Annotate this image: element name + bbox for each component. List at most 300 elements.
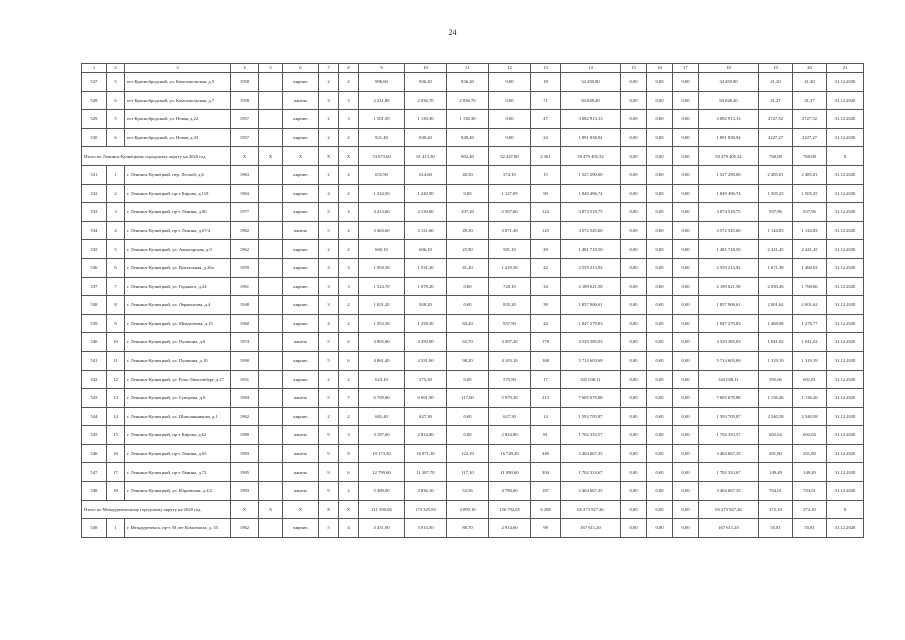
table-cell: 0,00	[673, 389, 699, 408]
table-cell: 9	[319, 444, 339, 463]
table-cell: 538	[82, 296, 107, 315]
table-cell: 1963	[231, 184, 259, 203]
table-cell: 31.12.2020	[827, 426, 864, 445]
table-cell: панель	[283, 444, 319, 463]
table-cell: 5 714 603,69	[699, 351, 759, 370]
table-cell	[259, 277, 283, 296]
table-cell: 0,00	[673, 370, 699, 389]
table-cell: 528	[82, 91, 107, 110]
table-cell: 84 048,40	[699, 91, 759, 110]
table-cell: 2	[319, 240, 339, 259]
table-cell: 1 334,50	[359, 184, 405, 203]
table-cell: 6	[107, 258, 125, 277]
table-cell: 39	[531, 296, 561, 315]
table-cell: 0,00	[673, 128, 699, 147]
table-cell: 535	[82, 240, 107, 259]
table-row	[82, 184, 864, 203]
table-cell: 1 768,66	[793, 277, 827, 296]
table-cell: 1962	[231, 407, 259, 426]
column-header: 9	[359, 64, 405, 73]
table-cell: кирпич	[283, 128, 319, 147]
table-cell: 2227,27	[793, 128, 827, 147]
table-cell: 53,56	[447, 482, 489, 501]
table-row	[82, 165, 864, 184]
table-cell: 536	[82, 258, 107, 277]
table-cell: 543	[82, 389, 107, 408]
table-cell: 213	[531, 389, 561, 408]
table-cell: 15	[531, 165, 561, 184]
table-cell: 31.12.2020	[827, 91, 864, 110]
table-cell: 549	[82, 519, 107, 538]
table-cell: 9	[319, 463, 339, 482]
table-cell: 2	[339, 370, 359, 389]
table-cell: 0,00	[673, 240, 699, 259]
table-cell: 24	[531, 128, 561, 147]
table-cell: X	[827, 500, 864, 519]
table-cell: 1 505,25	[793, 184, 827, 203]
table-row	[82, 314, 864, 333]
table-cell: 1 041,02	[793, 333, 827, 352]
table-cell: 1 130,30	[405, 110, 447, 129]
address-cell: г. Ленинск-Кузнецкий, ул. Пушкина, д.6	[125, 333, 231, 352]
table-cell: X	[231, 500, 259, 519]
table-cell: 31.12.2020	[827, 221, 864, 240]
table-cell: 84,20	[447, 314, 489, 333]
table-cell: 1 041,02	[759, 333, 793, 352]
table-cell: 5	[107, 110, 125, 129]
table-cell: 0,00	[447, 184, 489, 203]
table-cell: 4 331,90	[405, 351, 447, 370]
table-cell: 4 861,40	[359, 351, 405, 370]
table-cell: 0,00	[647, 463, 673, 482]
address-cell: пгт Краснобродский, ул. Новая, д.43	[125, 128, 231, 147]
table-cell: 4 130,80	[405, 203, 447, 222]
table-cell: 2727,52	[759, 110, 793, 129]
table-cell: 201,80	[759, 444, 793, 463]
subtotal-row	[82, 500, 864, 519]
table-cell: 928,20	[405, 296, 447, 315]
table-cell: 1 501,50	[359, 110, 405, 129]
table-cell: 0,00	[647, 351, 673, 370]
table-cell: 3 082 913,13	[699, 110, 759, 129]
table-cell: 6 691,90	[405, 389, 447, 408]
table-cell: 3 121,60	[405, 221, 447, 240]
table-cell: 345 038,11	[561, 370, 621, 389]
table-cell: 0,00	[621, 370, 647, 389]
table-cell: 61 413,30	[405, 147, 447, 166]
table-cell: кирпич	[283, 407, 319, 426]
table-cell: 65 273 927,26	[561, 500, 621, 519]
table-cell: X	[319, 500, 339, 519]
table-cell: 6	[107, 91, 125, 110]
table-cell: 71	[531, 91, 561, 110]
table-cell: кирпич	[283, 277, 319, 296]
table-cell: 31.12.2020	[827, 333, 864, 352]
column-header: 13	[531, 64, 561, 73]
table-cell: 31.12.2020	[827, 240, 864, 259]
table-cell: 122,10	[447, 444, 489, 463]
table-cell: 0,00	[647, 184, 673, 203]
table-cell: 0,00	[621, 482, 647, 501]
table-cell: 3 071,30	[489, 221, 531, 240]
table-cell	[259, 184, 283, 203]
table-cell	[259, 519, 283, 538]
table-cell: 31.12.2020	[827, 444, 864, 463]
table-cell: 1 904,50	[359, 258, 405, 277]
table-cell: 1 891 838,94	[561, 128, 621, 147]
table-cell: 65 273 927,26	[699, 500, 759, 519]
table-cell: 0,00	[647, 277, 673, 296]
table-cell: 836,20	[405, 73, 447, 92]
table-cell	[259, 110, 283, 129]
table-cell: 3 404 667,35	[561, 482, 621, 501]
table-cell: 3 404 667,35	[561, 444, 621, 463]
table-cell: 1977	[231, 203, 259, 222]
table-cell: 1 419,50	[489, 258, 531, 277]
address-cell: г. Ленинск-Кузнецкий, пр-т Ленина, д.72	[125, 463, 231, 482]
table-cell: 4	[319, 314, 339, 333]
table-cell: 1 051,20	[359, 296, 405, 315]
table-cell: 1 847 279,83	[561, 314, 621, 333]
table-cell: 937,96	[793, 203, 827, 222]
table-cell: 167 611,20	[699, 519, 759, 538]
table-row	[82, 444, 864, 463]
table-cell: 704,01	[793, 482, 827, 501]
table-cell: 149,49	[793, 463, 827, 482]
table-cell: 12 799,60	[359, 463, 405, 482]
table-cell: 9	[319, 482, 339, 501]
table-cell: 31.12.2020	[827, 482, 864, 501]
table-cell: 3 404 667,35	[699, 444, 759, 463]
address-cell: г. Ленинск-Кузнецкий, пр-т Ленина, д.80	[125, 203, 231, 222]
table-cell: 1974	[231, 333, 259, 352]
table-cell: 1 593 705,87	[561, 407, 621, 426]
table-row	[82, 519, 864, 538]
table-row	[82, 221, 864, 240]
table-cell: 41,20	[793, 73, 827, 92]
table-cell: 575,30	[405, 370, 447, 389]
table-cell: 4 413,60	[359, 203, 405, 222]
table-cell: 0,00	[621, 314, 647, 333]
table-cell: 5	[107, 240, 125, 259]
header-row	[82, 64, 864, 73]
table-cell: 9	[339, 444, 359, 463]
table-cell: 0,00	[621, 128, 647, 147]
table-cell: 31.12.2020	[827, 128, 864, 147]
table-cell	[259, 296, 283, 315]
table-cell: 996,60	[359, 73, 405, 92]
table-cell: 40,50	[447, 165, 489, 184]
table-cell	[259, 203, 283, 222]
table-cell: 681,40	[359, 407, 405, 426]
table-cell: 2 441,45	[793, 240, 827, 259]
table-cell: 4 099,10	[447, 500, 489, 519]
table-cell: 0,00	[621, 240, 647, 259]
table-cell	[259, 73, 283, 92]
table-cell: 5 979,30	[489, 389, 531, 408]
table-cell: 1 527 290,00	[561, 165, 621, 184]
table-row	[82, 482, 864, 501]
table-cell	[259, 333, 283, 352]
table-cell: 2	[339, 128, 359, 147]
address-cell: пгт Краснобродский, ул. Новая, д.22	[125, 110, 231, 129]
table-cell: 2 824,80	[489, 426, 531, 445]
table-cell: 760,08	[793, 147, 827, 166]
table-cell: 0,00	[647, 165, 673, 184]
column-header: 2	[107, 64, 125, 73]
table-cell: X	[827, 147, 864, 166]
table-cell: 623,10	[359, 370, 405, 389]
table-cell: 5	[319, 221, 339, 240]
table-cell: 81	[531, 426, 561, 445]
table-cell: 595,66	[759, 370, 793, 389]
table-cell: 0,00	[673, 277, 699, 296]
table-cell: X	[259, 147, 283, 166]
table-cell: 4 350,90	[405, 333, 447, 352]
table-cell: 6 298	[531, 500, 561, 519]
table-cell: 575,90	[489, 370, 531, 389]
table-cell: кирпич	[283, 519, 319, 538]
table-row	[82, 91, 864, 110]
table-cell: 3 874 518,75	[699, 203, 759, 222]
address-cell: г. Ленинск-Кузнецкий, ул. Розы Люксембург, д.27	[125, 370, 231, 389]
table-cell: 0,00	[621, 333, 647, 352]
table-cell: 5	[319, 333, 339, 352]
table-cell: 0,00	[621, 258, 647, 277]
table-cell: 1 671,38	[759, 258, 793, 277]
table-cell: 4 529 385,03	[561, 333, 621, 352]
table-cell: 2 441,45	[759, 240, 793, 259]
table-cell: 74 673,60	[359, 147, 405, 166]
table-cell: 2	[319, 165, 339, 184]
column-header: 16	[647, 64, 673, 73]
table-cell: 541	[82, 351, 107, 370]
address-cell: г. Ленинск-Кузнецкий, ул. Авиаторская, д.9	[125, 240, 231, 259]
table-cell: 1948	[231, 296, 259, 315]
table-cell: 529	[82, 110, 107, 129]
table-cell: 2 036,70	[405, 91, 447, 110]
column-header: 10	[405, 64, 447, 73]
table-cell: 98	[531, 519, 561, 538]
table-cell: 4 307,20	[489, 333, 531, 352]
table-cell: панель	[283, 426, 319, 445]
table-cell: 2	[339, 296, 359, 315]
address-cell: г. Ленинск-Кузнецкий, пр-т Ленина, д.67/4	[125, 221, 231, 240]
table-cell: 4	[339, 221, 359, 240]
table-cell: 1 144,83	[793, 221, 827, 240]
address-cell: пгт Краснобродский, ул. Комсомольская, д.5	[125, 73, 231, 92]
table-cell: 0,00	[447, 426, 489, 445]
table-cell: 50 479 405,32	[561, 147, 621, 166]
table-cell: 4 836,10	[405, 482, 447, 501]
column-header: 18	[699, 64, 759, 73]
table-cell: 31.12.2020	[827, 314, 864, 333]
table-cell: 11	[107, 351, 125, 370]
table-cell: 0,00	[673, 147, 699, 166]
address-cell: г. Ленинск-Кузнецкий, ул. Пушкина, д.10	[125, 351, 231, 370]
table-cell: 1980	[231, 426, 259, 445]
table-cell: 1959	[231, 258, 259, 277]
table-cell: 0,00	[621, 91, 647, 110]
table-cell: 31.12.2020	[827, 258, 864, 277]
table-cell: X	[283, 500, 319, 519]
table-cell: 49,30	[447, 221, 489, 240]
table-cell: 0,00	[647, 500, 673, 519]
table-cell: 1 702 333,57	[699, 426, 759, 445]
table-cell: 0,00	[489, 73, 531, 92]
table-cell: 655,90	[359, 165, 405, 184]
table-cell: 527	[82, 73, 107, 92]
table-cell: 6	[339, 333, 359, 352]
table-cell: кирпич	[283, 351, 319, 370]
table-row	[82, 258, 864, 277]
table-cell: 720,10	[489, 277, 531, 296]
table-cell: 2	[107, 184, 125, 203]
address-cell: г. Ленинск-Кузнецкий, пр-т Ленина, д.65	[125, 444, 231, 463]
table-cell: 581,10	[489, 240, 531, 259]
table-cell: 3	[339, 258, 359, 277]
table-cell: 3 572 545,60	[561, 221, 621, 240]
table-cell: 50 479 405,32	[699, 147, 759, 166]
column-header: 7	[319, 64, 339, 73]
table-cell: панель	[283, 221, 319, 240]
table-cell: 31.12.2020	[827, 73, 864, 92]
table-cell: 31.12.2020	[827, 351, 864, 370]
table-cell: 0,00	[447, 407, 489, 426]
table-cell: 55,81	[759, 519, 793, 538]
table-cell: кирпич	[283, 314, 319, 333]
table-cell: 0,00	[647, 314, 673, 333]
table-cell: 2 485,01	[793, 165, 827, 184]
table-cell: 0,00	[647, 240, 673, 259]
table-cell: 0,00	[489, 110, 531, 129]
table-cell: 149,49	[759, 463, 793, 482]
table-cell: 123	[531, 221, 561, 240]
table-cell: 41,20	[759, 73, 793, 92]
table-cell: 4 103,10	[489, 351, 531, 370]
table-cell: 2	[319, 370, 339, 389]
table-cell: 937,90	[489, 314, 531, 333]
table-cell	[259, 314, 283, 333]
table-cell: панель	[283, 482, 319, 501]
table-cell: 34	[531, 277, 561, 296]
table-cell: 3	[319, 296, 339, 315]
column-header: 14	[561, 64, 621, 73]
address-cell: г. Ленинск-Кузнецкий, ул. Вокзальная, д.26а	[125, 258, 231, 277]
table-cell: кирпич	[283, 73, 319, 92]
table-cell: 539	[82, 314, 107, 333]
table-cell: 0,00	[673, 165, 699, 184]
table-cell: 11 387,70	[405, 463, 447, 482]
table-cell: 55,81	[793, 519, 827, 538]
table-cell: 1995	[231, 463, 259, 482]
table-cell: 1993	[231, 482, 259, 501]
table-row	[82, 110, 864, 129]
table-cell: 1 468,08	[759, 314, 793, 333]
table-cell: 0,00	[647, 296, 673, 315]
table-cell: 1 849 496,74	[699, 184, 759, 203]
table-cell: 15	[107, 426, 125, 445]
table-cell: 372,10	[793, 500, 827, 519]
table-cell: 2	[319, 128, 339, 147]
table-cell: 1 319,19	[759, 351, 793, 370]
table-cell: кирпич	[283, 110, 319, 129]
table-cell: 545	[82, 426, 107, 445]
table-cell: 1 849 496,74	[561, 184, 621, 203]
table-cell: 178	[531, 333, 561, 352]
table-cell: 0,00	[647, 91, 673, 110]
table-cell: 0,00	[621, 407, 647, 426]
table-cell: 2 824,80	[405, 426, 447, 445]
table-cell: 835,20	[489, 296, 531, 315]
table-cell: 117,10	[447, 463, 489, 482]
table-cell: 63,70	[447, 333, 489, 352]
table-cell: 0,00	[621, 184, 647, 203]
table-cell: 0,00	[647, 389, 673, 408]
table-cell: 0,00	[621, 426, 647, 445]
address-cell: г. Ленинск-Кузнецкий, ул. Суворова, д.6	[125, 389, 231, 408]
table-cell: 44	[531, 314, 561, 333]
table-cell: 1960	[231, 314, 259, 333]
table-row	[82, 407, 864, 426]
table-cell: 0,00	[673, 296, 699, 315]
table-cell: 2	[339, 240, 359, 259]
table-cell: 187	[531, 482, 561, 501]
table-cell: 0,00	[621, 165, 647, 184]
table-cell: 7 605 678,88	[699, 389, 759, 408]
table-cell: 2	[339, 165, 359, 184]
table-cell: 2227,27	[759, 128, 793, 147]
subtotal-row	[82, 147, 864, 166]
table-cell: 1 857 906,61	[561, 296, 621, 315]
table-row	[82, 277, 864, 296]
table-cell: 2 914,60	[489, 519, 531, 538]
table-cell: 3	[107, 203, 125, 222]
table-cell: 1 136,26	[759, 389, 793, 408]
table-cell: панель	[283, 389, 319, 408]
table-cell: 31.12.2020	[827, 277, 864, 296]
table-cell: 2 559 213,92	[561, 258, 621, 277]
table-cell: 2 211,80	[359, 91, 405, 110]
table-cell: 548	[82, 482, 107, 501]
table-cell: 1 276,77	[793, 314, 827, 333]
table-cell: 3	[339, 277, 359, 296]
table-cell: 1 127,09	[489, 184, 531, 203]
table-cell: 836,20	[447, 73, 489, 92]
table-cell: 1931	[231, 370, 259, 389]
table-cell: 343 038,11	[699, 370, 759, 389]
table-cell: 124	[531, 203, 561, 222]
column-header: 3	[125, 64, 231, 73]
table-cell: 42	[531, 258, 561, 277]
table-row	[82, 296, 864, 315]
table-cell: 1982	[231, 221, 259, 240]
table-cell	[259, 258, 283, 277]
table-cell: 1 258,30	[405, 314, 447, 333]
table-cell: 540	[82, 333, 107, 352]
table-cell: 2	[319, 407, 339, 426]
table-cell: 372,10	[759, 500, 793, 519]
table-cell: 84 048,40	[561, 91, 621, 110]
table-cell: 14	[107, 407, 125, 426]
table-cell: 3 572 545,60	[699, 221, 759, 240]
table-cell: 1	[107, 519, 125, 538]
address-cell: г. Ленинск-Кузнецкий, пр-т Кирова, д.118	[125, 184, 231, 203]
table-cell: 4	[107, 221, 125, 240]
address-cell: г. Ленинск-Кузнецкий, ул. Шишлянникова, д.1	[125, 407, 231, 426]
column-header: 12	[489, 64, 531, 73]
table-cell: 0,00	[673, 110, 699, 129]
